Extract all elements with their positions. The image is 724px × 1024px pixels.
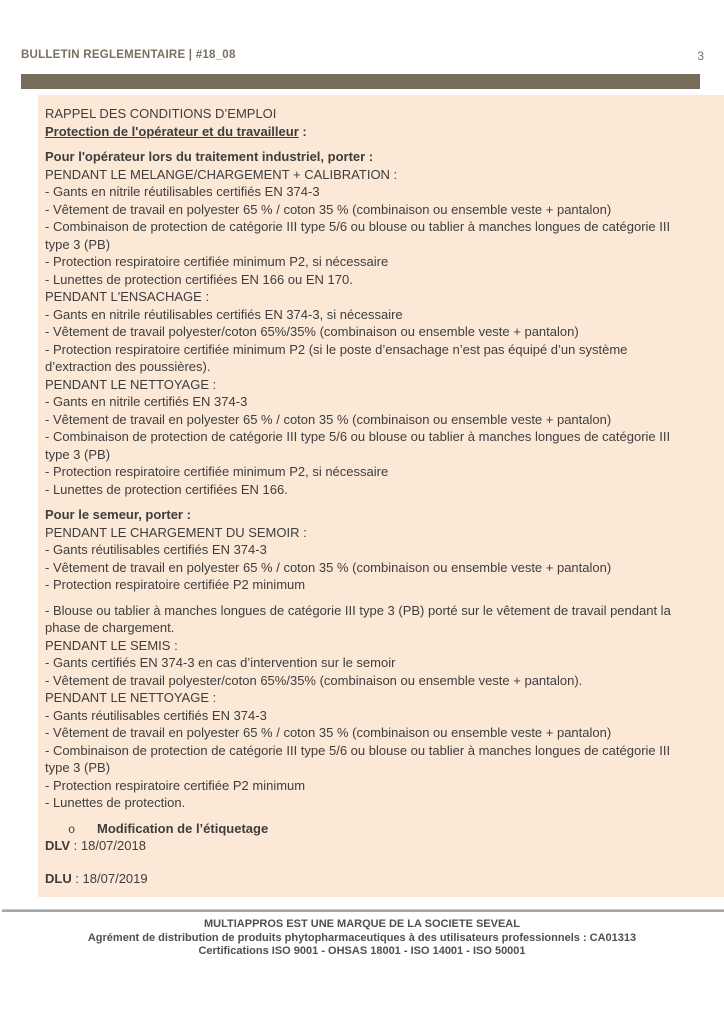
- text-run: Pour l'opérateur lors du traitement industriel, porter :: [45, 149, 374, 164]
- text-run: :: [298, 123, 307, 139]
- footer-brand-line: MULTIAPPROS EST UNE MARQUE DE LA SOCIETE SEVEAL: [204, 918, 520, 930]
- text-run: - Vêtement de travail en polyester 65 % / coton 35 % (combinaison ou ensemble veste + pantalon): [45, 411, 612, 427]
- paragraph: [45, 506, 710, 594]
- text-run: - Protection respiratoire certifiée minimum P2, si nécessaire: [45, 464, 389, 479]
- text-run: : 18/07/2019: [71, 870, 148, 886]
- text-line: [45, 837, 710, 855]
- text-run: RAPPEL DES CONDITIONS D’EMPLOI: [45, 106, 277, 121]
- text-line: [45, 306, 710, 324]
- text-line: [45, 288, 710, 306]
- text-run: - Blouse ou tablier à manches longues de catégorie III type 3 (PB) porté sur le vêtement de travail pendant la: [45, 602, 671, 618]
- text-run: PENDANT LE NETTOYAGE :: [45, 690, 217, 705]
- text-line: [45, 524, 710, 542]
- text-run: - Lunettes de protection.: [45, 795, 186, 810]
- text-run: type 3 (PB): [45, 236, 111, 252]
- text-run: PENDANT L'ENSACHAGE :: [45, 289, 210, 304]
- text-line: [45, 672, 710, 690]
- text-run: - Protection respiratoire certifiée P2 minimum: [45, 777, 306, 793]
- text-line: [45, 446, 710, 464]
- text-run: - Lunettes de protection certifiées EN 166 ou EN 170.: [45, 271, 353, 287]
- text-line: [45, 463, 710, 481]
- text-run: type 3 (PB): [45, 446, 111, 462]
- text-line: [45, 253, 710, 271]
- text-line: [45, 689, 710, 707]
- text-line: [45, 637, 710, 655]
- text-line: [45, 506, 710, 524]
- text-run: phase de chargement.: [45, 620, 175, 635]
- text-run: - Protection respiratoire certifiée P2 minimum: [45, 577, 306, 592]
- text-line: [45, 148, 710, 166]
- text-run: - Combinaison de protection de catégorie III type 5/6 ou blouse ou tablier à manches longues de catégorie III: [45, 429, 671, 444]
- text-run: Modification de l’étiquetage: [97, 820, 269, 836]
- paragraph: [45, 105, 710, 140]
- paragraph: [45, 148, 710, 498]
- text-run: PENDANT LE CHARGEMENT DU SEMOIR :: [45, 524, 307, 540]
- text-line: [45, 777, 710, 795]
- text-run: - Vêtement de travail en polyester 65 % / coton 35 % (combinaison ou ensemble veste + pantalon): [45, 201, 612, 217]
- text-run: DLV: [45, 838, 71, 853]
- list-bullet-icon: o: [68, 822, 76, 837]
- text-run: DLU: [45, 870, 72, 886]
- text-run: - Vêtement de travail polyester/coton 65%/35% (combinaison ou ensemble veste + pantalon): [45, 324, 579, 339]
- text-line: [45, 201, 710, 219]
- text-line: [45, 870, 710, 888]
- text-run: - Lunettes de protection certifiées EN 166.: [45, 481, 288, 497]
- text-line: [45, 411, 710, 429]
- text-run: - Protection respiratoire certifiée minimum P2, si nécessaire: [45, 254, 389, 269]
- text-line: [45, 559, 710, 577]
- text-line: [45, 481, 710, 499]
- text-run: d’extraction des poussières).: [45, 359, 211, 374]
- text-line: [45, 759, 710, 777]
- bulletin-header-title: BULLETIN REGLEMENTAIRE | #18_08: [21, 49, 236, 61]
- text-line: [45, 323, 710, 341]
- text-line: [45, 358, 710, 376]
- text-line: [45, 183, 710, 201]
- text-run: - Gants en nitrile réutilisables certifiés EN 374-3: [45, 184, 320, 199]
- text-run: - Combinaison de protection de catégorie III type 5/6 ou blouse ou tablier à manches longues de catégorie III: [45, 219, 671, 234]
- text-run: type 3 (PB): [45, 760, 111, 775]
- text-line: [45, 541, 710, 559]
- text-run: - Gants certifiés EN 374-3 en cas d’intervention sur le semoir: [45, 655, 396, 670]
- text-run: Protection de l'opérateur et du travailleur: [45, 123, 299, 139]
- text-line: [45, 820, 710, 838]
- text-run: - Vêtement de travail en polyester 65 % / coton 35 % (combinaison ou ensemble veste + pantalon): [45, 559, 612, 575]
- text-run: PENDANT LE MELANGE/CHARGEMENT + CALIBRATION :: [45, 166, 398, 182]
- text-line: [45, 602, 710, 620]
- text-line: [45, 742, 710, 760]
- text-line: [45, 376, 710, 394]
- footer-agreement-line: Agrément de distribution de produits phytopharmaceutiques à des utilisateurs professionnels : CA01313: [87, 931, 637, 944]
- page-footer: [0, 918, 724, 959]
- text-line: [45, 271, 710, 289]
- text-run: PENDANT LE NETTOYAGE :: [45, 376, 217, 392]
- text-run: : 18/07/2018: [70, 838, 146, 853]
- text-line: [45, 428, 710, 446]
- header-accent-bar: [21, 74, 700, 89]
- page-number: 3: [697, 49, 704, 63]
- text-run: - Protection respiratoire certifiée minimum P2 (si le poste d’ensachage n’est pas équipé d’un système: [45, 341, 628, 357]
- paragraph: [45, 602, 710, 812]
- text-line: [45, 724, 710, 742]
- text-run: - Gants en nitrile certifiés EN 374-3: [45, 394, 248, 409]
- document-body-text: [45, 105, 710, 887]
- footer-certifications-line: Certifications ISO 9001 - OHSAS 18001 - ISO 14001 - ISO 50001: [198, 945, 526, 957]
- text-line: [45, 218, 710, 236]
- text-run: PENDANT LE SEMIS :: [45, 637, 178, 653]
- text-run: - Vêtement de travail en polyester 65 % / coton 35 % (combinaison ou ensemble veste + pantalon): [45, 725, 612, 740]
- text-run: - Gants réutilisables certifiés EN 374-3: [45, 707, 267, 723]
- paragraph: [45, 820, 710, 855]
- text-line: [45, 707, 710, 725]
- text-line: [45, 393, 710, 411]
- text-line: [45, 794, 710, 812]
- paragraph: [45, 870, 710, 888]
- text-run: - Gants en nitrile réutilisables certifiés EN 374-3, si nécessaire: [45, 306, 403, 322]
- text-run: - Vêtement de travail polyester/coton 65%/35% (combinaison ou ensemble veste + pantalon).: [45, 672, 583, 688]
- text-line: [45, 105, 710, 123]
- text-line: [45, 576, 710, 594]
- text-line: [45, 123, 710, 141]
- text-line: [45, 166, 710, 184]
- text-line: [45, 619, 710, 637]
- footer-divider: [2, 909, 724, 912]
- text-run: - Gants réutilisables certifiés EN 374-3: [45, 542, 267, 557]
- text-line: [45, 341, 710, 359]
- text-run: - Combinaison de protection de catégorie III type 5/6 ou blouse ou tablier à manches longues de catégorie III: [45, 742, 671, 758]
- content-panel: [38, 95, 724, 897]
- text-line: [45, 236, 710, 254]
- text-line: [45, 654, 710, 672]
- text-run: Pour le semeur, porter :: [45, 507, 191, 522]
